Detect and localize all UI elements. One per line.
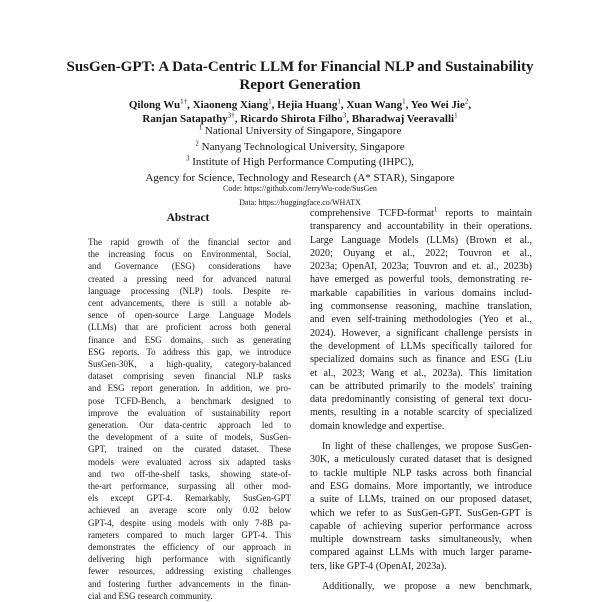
author-name: Ranjan Satapathy <box>142 113 228 125</box>
author-separator: , <box>340 99 347 111</box>
affiliation-text: Nanyang Technological University, Singapore <box>198 140 405 153</box>
author-affil-mark: 1† <box>180 97 188 106</box>
introduction-column <box>310 207 532 593</box>
affiliation-list <box>40 124 560 186</box>
text-line: fewer resources, addressing existing challenges <box>88 566 291 577</box>
text-line: the development of a suite of models, SusGen- <box>88 432 291 443</box>
author-separator: , <box>187 99 193 111</box>
author-separator: , <box>405 99 411 111</box>
footnote-mark: 1 <box>433 207 438 214</box>
affiliation-line <box>40 124 560 140</box>
abstract-heading: Abstract <box>166 212 210 224</box>
text-line: 2023a; OpenAI, 2023a; Touvron and et. al., 2023b) <box>310 261 532 273</box>
text-line: data predominantly consisting of general text docu- <box>310 394 532 406</box>
text-line: capable of achieving superior performance across <box>310 520 532 532</box>
author-list <box>40 98 560 126</box>
text-line: SusGen-30K, a high-quality, category-balanced <box>88 359 291 370</box>
text-line: domain knowledge and expertise. <box>310 420 445 432</box>
author-name: Hejia Huang <box>277 99 338 111</box>
affiliation-line <box>40 140 560 156</box>
text-line: and ESG domains. More importantly, we introduce <box>310 480 532 492</box>
text-line: demonstrates the efficiency of our approach in <box>88 542 291 553</box>
text-line: cent advancements, there is still a notable ab- <box>88 298 291 309</box>
text-line: rameters compared to much larger GPT-4. This <box>88 529 291 540</box>
author-name: Xuan Wang <box>346 99 403 111</box>
text-line: and fostering further advancements in the finan- <box>88 578 291 589</box>
text-line: to tackle multiple NLP tasks across both financial <box>310 467 532 479</box>
text-line: language processing (NLP) tools. Despite re- <box>88 285 291 296</box>
text-line: ESG reports. To address this gap, we introduce <box>88 346 291 357</box>
affiliation-text: National University of Singapore, Singapore <box>202 125 402 137</box>
paragraph-1 <box>310 220 532 433</box>
abstract-body <box>88 236 291 602</box>
text-line: and two off-the-shelf tasks, showing state-of- <box>88 468 291 479</box>
text-line: created a pressing need for advanced natural <box>88 273 291 284</box>
affiliation-text: Institute of High Performance Computing (IHPC), <box>189 156 415 168</box>
text-line: et al., 2023; Wang et al., 2023a). This limitation <box>310 367 532 379</box>
author-name: Ricardo Shirota Filho <box>240 113 343 125</box>
author-name: Yeo Wei Jie <box>410 99 465 111</box>
text-line: sence of open-source Large Language Models <box>88 310 291 321</box>
text-line: GPT, trained on the curated dataset. These <box>88 444 291 455</box>
text-line: achieved an average score only 0.02 below <box>88 505 291 516</box>
text-line: els except GPT-4. Remarkably, SusGen-GPT <box>88 493 291 504</box>
paragraph-2 <box>310 440 532 573</box>
text-line: can be attributed primarily to the models' training <box>310 380 532 392</box>
author-affil-mark: 1 <box>337 97 341 106</box>
text-line: ing commonsense reasoning, machine translation, <box>310 301 532 313</box>
text-line: GPT-4, despite using models with only 7-8B pa- <box>88 517 291 528</box>
text-line: have emerged as powerful tools, demonstrating re- <box>310 274 532 286</box>
affiliation-mark: 2 <box>195 138 199 147</box>
author-affil-mark: 1 <box>402 97 406 106</box>
body-line-text: reports to maintain <box>437 208 532 219</box>
text-line: which we refer to as SusGen-GPT. SusGen-GPT is <box>310 507 532 519</box>
text-line: multiple downstream tasks simultaneously, when <box>310 534 532 546</box>
title-line-1: SusGen-GPT: A Data-Centric LLM for Financial NLP and Sustainability <box>66 59 534 75</box>
text-line: dataset comprising seven financial NLP tasks <box>88 371 291 382</box>
text-line: In light of these challenges, we propose SusGen- <box>322 441 532 453</box>
text-line: specialized domains such as finance and ESG (Liu <box>310 354 532 366</box>
data-link[interactable]: Data: https://huggingface.co/WHATX <box>239 198 361 207</box>
title-line-2: Report Generation <box>239 77 361 93</box>
author-separator: , <box>468 99 472 111</box>
text-line: delivering high performance with significantly <box>88 554 291 565</box>
text-line: generation. Our data-centric approach led to <box>88 420 291 431</box>
text-line: markable capabilities in various domains includ- <box>310 287 532 299</box>
author-name: Xiaoneng Xiang <box>192 99 269 111</box>
paper-title <box>40 58 560 94</box>
author-separator: , <box>234 113 241 125</box>
author-affil-mark: 1 <box>454 111 458 120</box>
text-line: and Governance (ESG) considerations have <box>88 261 291 272</box>
text-line: cial and ESG research community. <box>88 590 213 601</box>
text-line: the increasing focus on Environmental, Social, <box>88 249 291 260</box>
text-line: and even self-training methodologies (Yeo et al., <box>310 314 532 326</box>
text-line: models were evaluated across six adapted tasks <box>88 456 291 467</box>
author-affil-mark: 1 <box>268 97 272 106</box>
author-name: Bharadwaj Veeravalli <box>351 113 455 125</box>
text-line: and ESG report generation. In addition, we pro- <box>88 383 291 394</box>
text-line: a suite of LLMs, trained on our proposed dataset, <box>310 494 532 506</box>
affiliation-line <box>40 155 560 171</box>
text-line: ments, resulting in a notable scarcity of specialized <box>310 407 532 419</box>
text-line: transparency and accountability in their operations. <box>310 221 532 233</box>
text-line: 30K, a meticulously curated dataset that is designed <box>310 454 532 466</box>
resource-links <box>40 182 560 210</box>
author-name: Qilong Wu <box>128 99 181 111</box>
body-line <box>310 207 532 220</box>
author-line-1 <box>40 98 560 112</box>
code-link[interactable]: Code: https://github.com/JerryWu-code/SusGen <box>223 184 377 193</box>
author-affil-mark: 2 <box>464 97 469 106</box>
author-affil-mark: 3† <box>227 111 235 120</box>
text-line: the development of LLMs specifically tailored for <box>310 340 532 352</box>
text-line: pose TCFD-Bench, a benchmark designed to <box>88 395 291 406</box>
author-separator: , <box>271 99 278 111</box>
text-line: 2024). However, a significant challenge persists in <box>310 327 532 339</box>
author-affil-mark: 3 <box>342 111 347 120</box>
author-separator: , <box>346 113 352 125</box>
body-line-text: comprehensive TCFD-format <box>310 208 434 219</box>
text-line: ters, like GPT-4 (OpenAI, 2023a). <box>310 560 447 572</box>
text-line: finance and ESG domains, such as generating <box>88 334 291 345</box>
text-line: improve the evaluation of sustainability report <box>88 407 291 418</box>
text-line: Large Language Models (LLMs) (Brown et al., <box>310 234 532 246</box>
affiliation-mark: 1 <box>198 123 203 132</box>
text-line: the-art performance, surpassing all other mod- <box>88 481 291 492</box>
affiliation-mark: 3 <box>185 154 190 163</box>
affiliation-text: Agency for Science, Technology and Research (A* STAR), Singapore <box>145 171 455 184</box>
text-line: The rapid growth of the financial sector and <box>88 237 291 247</box>
body-line: Additionally, we propose a new benchmark, <box>322 581 532 593</box>
text-line: (LLMs) that are proficient across both general <box>88 322 291 333</box>
text-line: compared against LLMs with much larger parame- <box>310 547 532 559</box>
text-line: 2020; Ouyang et al., 2022; Touvron et al., <box>310 247 532 259</box>
